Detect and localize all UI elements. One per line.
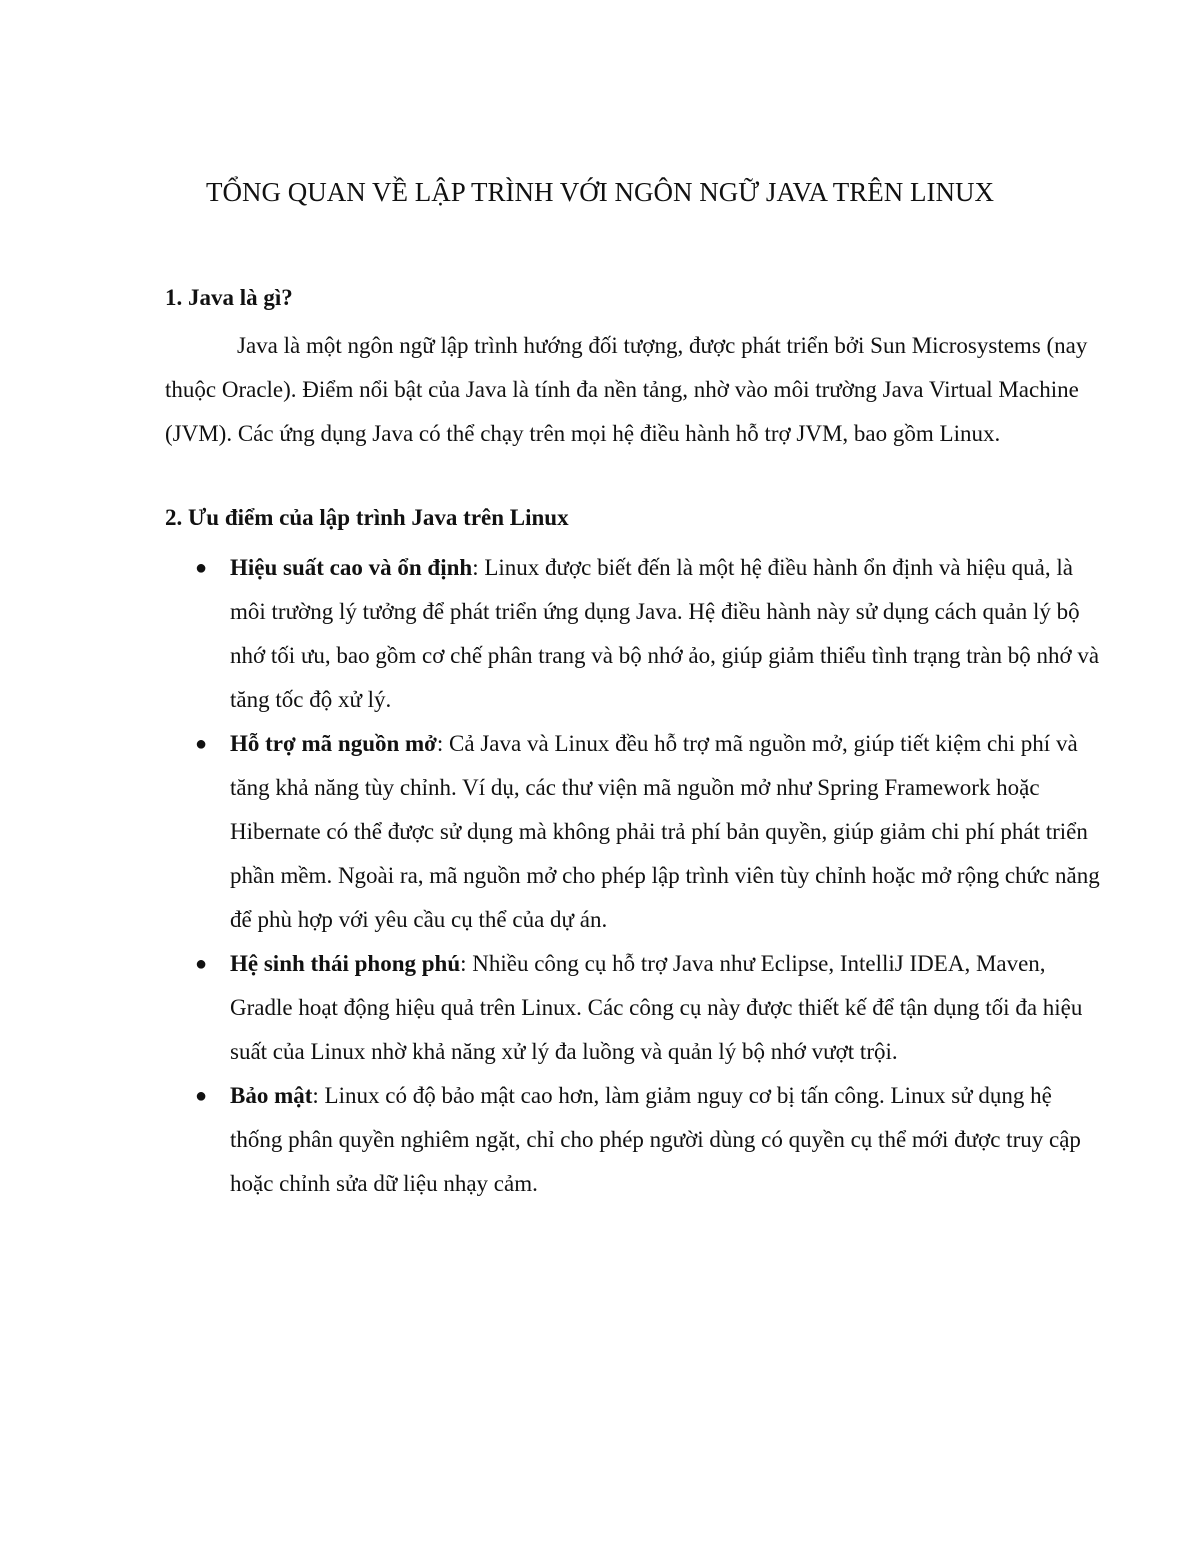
list-item-text: : Linux được biết đến là một hệ điều hành ổn định và hiệu quả, là môi trường lý tưởng để phát triển ứng dụng Java. Hệ điều hành này sử dụng cách quản lý bộ nhớ tối ưu, bao gồm cơ chế phân trang và bộ nhớ ảo, giúp giảm thiểu tình trạng tràn bộ nhớ và tăng tốc độ xử lý. — [230, 555, 1100, 712]
bullet-icon: ● — [195, 1085, 208, 1107]
advantages-list — [165, 546, 1105, 1206]
list-item — [165, 1074, 1105, 1206]
list-item — [165, 546, 1105, 722]
bullet-icon: ● — [195, 953, 208, 975]
list-item — [165, 722, 1105, 942]
list-item-text: : Cả Java và Linux đều hỗ trợ mã nguồn mở, giúp tiết kiệm chi phí và tăng khả năng tùy chỉnh. Ví dụ, các thư viện mã nguồn mở như Spring Framework hoặc Hibernate có thể được sử dụng mà không phải trả phí bản quyền, giúp giảm chi phí phát triển phần mềm. Ngoài ra, mã nguồn mở cho phép lập trình viên tùy chỉnh hoặc mở rộng chức năng để phù hợp với yêu cầu cụ thể của dự án. — [230, 731, 1100, 932]
list-item — [165, 942, 1105, 1074]
section-paragraph-java: Java là một ngôn ngữ lập trình hướng đối tượng, được phát triển bởi Sun Microsystems (nay thuộc Oracle). Điểm nổi bật của Java là tính đa nền tảng, nhờ vào môi trường Java Virtual Machine (JVM). Các ứng dụng Java có thể chạy trên mọi hệ điều hành hỗ trợ JVM, bao gồm Linux. — [165, 333, 1088, 446]
list-item-text: : Linux có độ bảo mật cao hơn, làm giảm nguy cơ bị tấn công. Linux sử dụng hệ thống phân quyền nghiêm ngặt, chỉ cho phép người dùng có quyền cụ thể mới được truy cập hoặc chỉnh sửa dữ liệu nhạy cảm. — [230, 1083, 1081, 1196]
list-item-term: Hệ sinh thái phong phú — [230, 951, 461, 976]
bullet-icon: ● — [195, 733, 208, 755]
list-item-term: Bảo mật — [230, 1083, 313, 1108]
list-item-term: Hỗ trợ mã nguồn mở — [230, 731, 437, 756]
list-item-text: : Nhiều công cụ hỗ trợ Java như Eclipse, IntelliJ IDEA, Maven, Gradle hoạt động hiệu quả trên Linux. Các công cụ này được thiết kế để tận dụng tối đa hiệu suất của Linux nhờ khả năng xử lý đa luồng và quản lý bộ nhớ vượt trội. — [230, 951, 1083, 1064]
bullet-icon: ● — [195, 557, 208, 579]
section-heading-java: 1. Java là gì? — [165, 285, 293, 310]
section-heading-advantages: 2. Ưu điểm của lập trình Java trên Linux — [165, 505, 569, 530]
document-title: TỔNG QUAN VỀ LẬP TRÌNH VỚI NGÔN NGỮ JAVA TRÊN LINUX — [206, 177, 994, 207]
list-item-term: Hiệu suất cao và ổn định — [230, 555, 473, 580]
